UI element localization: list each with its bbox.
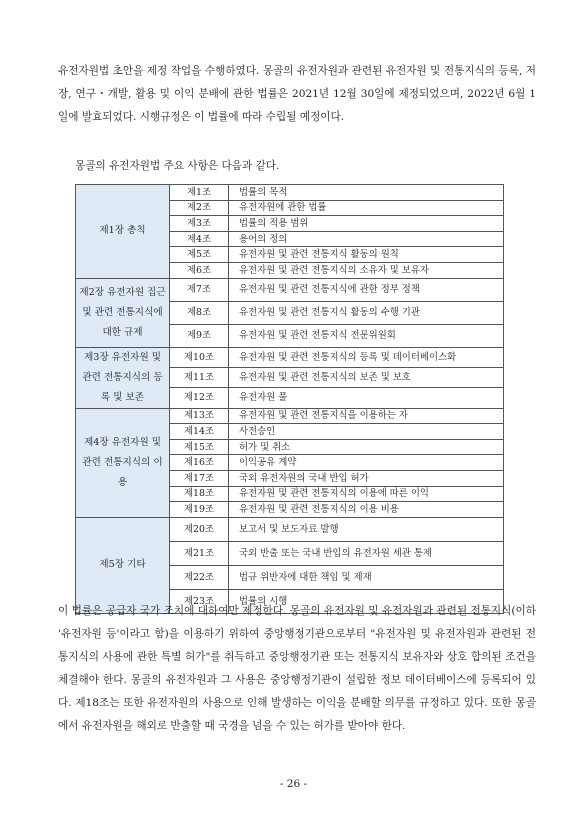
- article-title: 법률의 적용 범위: [229, 216, 504, 232]
- body-paragraph-1: 유전자원법 초안을 제정 작업을 수행하였다. 몽골의 유전자원과 관련된 유전자원 및 전통지식의 등록, 저장, 연구・개발, 활용 및 이익 분배에 관한 법률은 2021년 12월 30일에 제정되었으며, 2022년 6월 1일에 발효되었다. 시행규정은 이 법률에 따라 수립될 예정이다.: [58, 65, 536, 123]
- article-title: 유전자원 및 관련 전통지식의 이용 비용: [229, 502, 504, 518]
- article-number: 제9조: [170, 324, 229, 347]
- article-title: 유전자원 및 관련 전통지식 활동의 원칙: [229, 247, 504, 263]
- chapter-cell: 제5장 기타: [76, 517, 170, 613]
- article-number: 제16조: [170, 455, 229, 471]
- chapter-cell: 제1장 총칙: [76, 185, 170, 279]
- article-number: 제21조: [170, 541, 229, 565]
- article-title: 유전자원 및 관련 전통지식 전문위원회: [229, 324, 504, 347]
- chapter-cell: 제3장 유전자원 및 관련 전통지식의 등록 및 보존: [76, 347, 170, 408]
- article-title: 유전자원 및 관련 전통지식 활동의 수행 기관: [229, 301, 504, 324]
- article-title: 유전자원 및 관련 전통지식에 관한 정부 정책: [229, 278, 504, 301]
- article-title: 법률의 시행: [229, 589, 504, 613]
- article-number: 제22조: [170, 565, 229, 589]
- article-number: 제15조: [170, 439, 229, 455]
- article-title: 유전자원 및 관련 전통지식의 등록 및 데이터베이스화: [229, 347, 504, 367]
- article-title: 국외 반출 또는 국내 반입의 유전자원 세관 통제: [229, 541, 504, 565]
- article-title: 유전자원 풀: [229, 388, 504, 408]
- article-number: 제19조: [170, 502, 229, 518]
- article-number: 제8조: [170, 301, 229, 324]
- article-title: 유전자원 및 관련 전통지식의 이용에 따른 이익: [229, 486, 504, 502]
- table-row: [76, 278, 504, 301]
- table-row: [76, 408, 504, 424]
- article-title: 보고서 및 보도자료 발행: [229, 517, 504, 541]
- page-number: - 26 -: [279, 778, 308, 790]
- article-number: 제11조: [170, 367, 229, 387]
- article-number: 제12조: [170, 388, 229, 408]
- body-paragraph-2: 이 법률은 공급자 국가 조치에 대하여만 제정한다. 몽골의 유전자원 및 유전자원과 관련된 전통지식(이하 '유전자원 등'이라고 함)을 이용하기 위하여 중앙행정기관으로부터 "유전자원 및 유전자원과 관련된 전통지식의 사용에 관한 특별 허가"를 취득하고 중앙행정기관 또는 전통지식 보유자와 상호 합의된 조건을 체결해야 한다. 몽골의 유전자원과 그 사용은 중앙행정기관이 설립한 정보 데이터베이스에 등록되어 있다. 제18조는 또한 유전자원의 사용으로 인해 발생하는 이익을 분배할 의무를 규정하고 있다. 또한 몽골에서 유전자원을 해외로 반출할 때 국경을 넘을 수 있는 허가를 받아야 한다.: [58, 605, 536, 732]
- article-number: 제10조: [170, 347, 229, 367]
- article-title: 유전자원 및 관련 전통지식의 보존 및 보호: [229, 367, 504, 387]
- table-intro: 몽골의 유전자원법 주요 사항은 다음과 같다.: [75, 160, 280, 172]
- article-number: 제14조: [170, 424, 229, 440]
- article-title: 법률의 목적: [229, 185, 504, 201]
- article-title: 유전자원 및 관련 전통지식을 이용하는 자: [229, 408, 504, 424]
- law-structure-table: [75, 184, 504, 614]
- article-title: 법규 위반자에 대한 책임 및 제재: [229, 565, 504, 589]
- article-title: 유전자원 및 관련 전통지식의 소유자 및 보유자: [229, 262, 504, 278]
- article-number: 제20조: [170, 517, 229, 541]
- article-title: 유전자원에 관한 법률: [229, 200, 504, 216]
- article-title: 용어의 정의: [229, 231, 504, 247]
- article-number: 제1조: [170, 185, 229, 201]
- table-row: [76, 517, 504, 541]
- article-number: 제6조: [170, 262, 229, 278]
- article-number: 제17조: [170, 470, 229, 486]
- article-number: 제13조: [170, 408, 229, 424]
- chapter-cell: 제2장 유전자원 집근 및 관련 전통지식에 대한 규제: [76, 278, 170, 347]
- article-title: 국외 유전자원의 국내 반입 허가: [229, 470, 504, 486]
- article-title: 사전승인: [229, 424, 504, 440]
- article-number: 제4조: [170, 231, 229, 247]
- article-number: 제7조: [170, 278, 229, 301]
- article-number: 제2조: [170, 200, 229, 216]
- table-row: [76, 347, 504, 367]
- article-title: 이익공유 계약: [229, 455, 504, 471]
- article-number: 제3조: [170, 216, 229, 232]
- article-number: 제18조: [170, 486, 229, 502]
- table-row: [76, 185, 504, 201]
- article-title: 허가 및 취소: [229, 439, 504, 455]
- article-number: 제23조: [170, 589, 229, 613]
- article-number: 제5조: [170, 247, 229, 263]
- chapter-cell: 제4장 유전자원 및 관련 전통지식의 이용: [76, 408, 170, 517]
